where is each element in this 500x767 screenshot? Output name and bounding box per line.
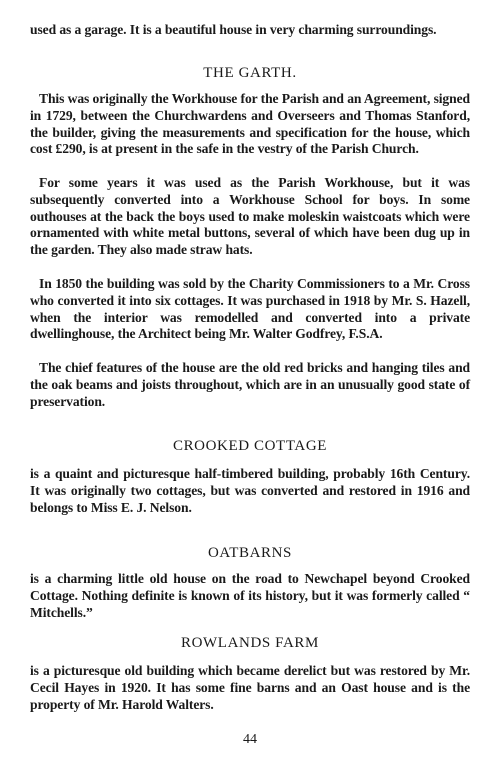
heading-the-garth: THE GARTH. [203, 65, 297, 81]
heading-crooked-cottage: CROOKED COTTAGE [172, 438, 328, 454]
crooked-cottage-paragraph: is a quaint and picturesque half-timbered building, probably 16th Century. It was originally two cottages, but was converted and restored in 1916 and belongs to Miss E. J. Nelson. [30, 466, 470, 515]
garth-paragraph-3: In 1850 the building was sold by the Charity Commissioners to a Mr. Cross who converted it into six cottages. It was purchased in 1918 by Mr. S. Hazell, when the interior was remodelled and converted into a private dwellinghouse, the Architect being Mr. Walter Godfrey, F.S.A. [30, 276, 470, 342]
garth-paragraph-1: This was originally the Workhouse for the Parish and an Agreement, signed in 1729, between the Churchwardens and Overseers and Thomas Stanford, the builder, giving the measurements and specification for the house, which cost £290, is at present in the safe in the vestry of the Parish Church. [30, 91, 470, 157]
heading-oatbarns: OATBARNS [208, 545, 292, 561]
page-number: 44 [243, 732, 257, 747]
rowlands-farm-paragraph: is a picturesque old building which became derelict but was restored by Mr. Cecil Hayes in 1920. It has some fine barns and an Oast house and is the property of Mr. Harold Walters. [30, 663, 470, 712]
garth-paragraph-2: For some years it was used as the Parish Workhouse, but it was subsequently converted into a Workhouse School for boys. In some outhouses at the back the boys used to make moleskin waistcoats which were ornamented with white metal buttons, several of which have been dug up in the garden. They also made straw hats. [30, 175, 470, 258]
oatbarns-paragraph: is a charming little old house on the road to Newchapel beyond Crooked Cottage. Nothing definite is known of its history, but it was formerly called “ Mitchells.” [30, 571, 470, 620]
heading-rowlands-farm: ROWLANDS FARM [181, 635, 319, 651]
continued-paragraph: used as a garage. It is a beautiful house in very charming surroundings. [30, 22, 437, 37]
garth-paragraph-4: The chief features of the house are the old red bricks and hanging tiles and the oak beams and joists throughout, which are in an unusually good state of preservation. [30, 360, 470, 409]
